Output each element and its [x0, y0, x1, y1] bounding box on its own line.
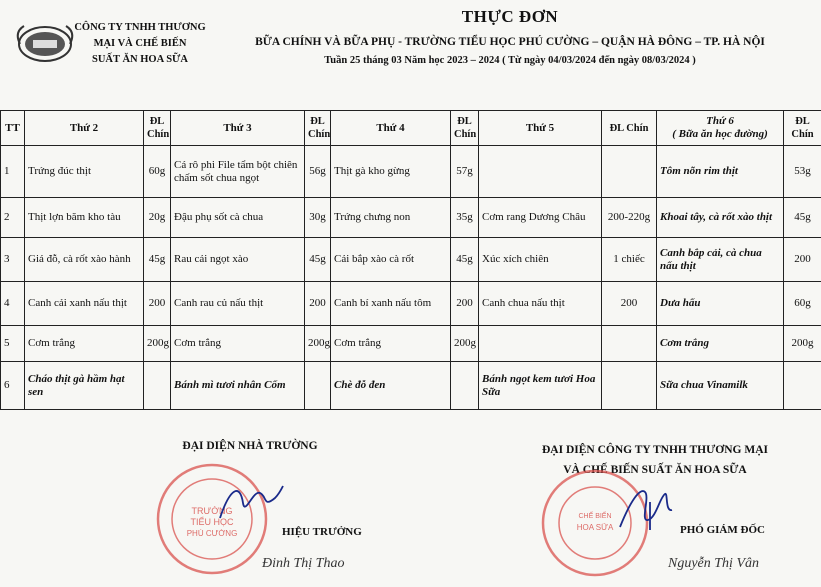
title-block: [215, 4, 805, 70]
table-header-row: [1, 111, 821, 146]
amount-cell: 35g: [451, 198, 479, 238]
col-dl-header: ĐL Chín: [602, 111, 657, 146]
company-logo-icon: [14, 22, 76, 66]
dish-cell: Đậu phụ sốt cà chua: [171, 198, 305, 238]
col-dl-header: ĐL Chín: [144, 111, 171, 146]
amount-cell: 200g: [305, 326, 331, 362]
amount-cell: 45g: [305, 238, 331, 282]
amount-cell: [305, 362, 331, 410]
dish-cell: Cơm trắng: [25, 326, 144, 362]
col-day-header: Thứ 5: [479, 111, 602, 146]
row-number: 2: [1, 198, 25, 238]
principal-role: HIỆU TRƯỞNG: [282, 526, 362, 538]
dish-cell: Cháo thịt gà hầm hạt sen: [25, 362, 144, 410]
company-line-1: CÔNG TY TNHH THƯƠNG: [74, 22, 206, 33]
dish-cell: Canh rau củ nấu thịt: [171, 282, 305, 326]
dish-cell: Tôm nõn rim thịt: [657, 146, 784, 198]
dish-cell: Cơm rang Dương Châu: [479, 198, 602, 238]
row-number: 1: [1, 146, 25, 198]
school-signature-title: ĐẠI DIỆN NHÀ TRƯỜNG: [182, 440, 318, 452]
amount-cell: 53g: [784, 146, 821, 198]
company-signature-line-2: VÀ CHẾ BIẾN SUẤT ĂN HOA SỮA: [563, 464, 747, 476]
amount-cell: 20g: [144, 198, 171, 238]
company-line-2: MẠI VÀ CHẾ BIẾN: [93, 38, 187, 49]
dish-cell: Bánh ngọt kem tươi Hoa Sữa: [479, 362, 602, 410]
table-row: [1, 282, 821, 326]
amount-cell: 200g: [144, 326, 171, 362]
col-dl-header: ĐL Chín: [784, 111, 821, 146]
company-name: [70, 20, 210, 68]
amount-cell: 200g: [784, 326, 821, 362]
dish-cell: [479, 326, 602, 362]
col-day-header: Thứ 3: [171, 111, 305, 146]
amount-cell: 57g: [451, 146, 479, 198]
amount-cell: 30g: [305, 198, 331, 238]
principal-name: Đinh Thị Thao: [262, 556, 345, 571]
row-number: 6: [1, 362, 25, 410]
svg-text:TIỂU HỌC: TIỂU HỌC: [190, 517, 234, 527]
vice-director-signature-icon: [610, 482, 680, 532]
dish-cell: Canh cải xanh nấu thịt: [25, 282, 144, 326]
amount-cell: [784, 362, 821, 410]
page-subtitle: BỮA CHÍNH VÀ BỮA PHỤ - TRƯỜNG TIỂU HỌC PHÚ CƯỜNG – QUẬN HÀ ĐÔNG – TP. HÀ NỘI: [255, 36, 765, 48]
day-6-note: ( Bữa ăn học đường): [672, 128, 768, 140]
dish-cell: Canh bắp cải, cà chua nấu thịt: [657, 238, 784, 282]
dish-cell: Chè đỗ đen: [331, 362, 451, 410]
col-day-header: [657, 111, 784, 146]
dish-cell: Sữa chua Vinamilk: [657, 362, 784, 410]
col-day-header: Thứ 2: [25, 111, 144, 146]
principal-signature-icon: [215, 478, 285, 526]
dish-cell: [479, 146, 602, 198]
amount-cell: 200: [144, 282, 171, 326]
amount-cell: 200: [305, 282, 331, 326]
amount-cell: [602, 326, 657, 362]
page-title: THỰC ĐƠN: [461, 7, 559, 26]
dish-cell: Thịt lợn băm kho tàu: [25, 198, 144, 238]
amount-cell: 45g: [144, 238, 171, 282]
row-number: 5: [1, 326, 25, 362]
amount-cell: 45g: [784, 198, 821, 238]
day-6-label: Thứ 6: [706, 115, 734, 127]
svg-text:HOA SỮA: HOA SỮA: [576, 523, 614, 532]
amount-cell: 45g: [451, 238, 479, 282]
svg-text:PHÚ CƯỜNG: PHÚ CƯỜNG: [186, 529, 238, 538]
amount-cell: 60g: [784, 282, 821, 326]
vice-director-name: Nguyễn Thị Vân: [668, 556, 759, 571]
amount-cell: 200-220g: [602, 198, 657, 238]
row-number: 3: [1, 238, 25, 282]
dish-cell: Cơm trắng: [657, 326, 784, 362]
amount-cell: 200: [784, 238, 821, 282]
dish-cell: Cơm trắng: [171, 326, 305, 362]
menu-table: [0, 110, 821, 410]
amount-cell: 200: [451, 282, 479, 326]
table-row: [1, 146, 821, 198]
dish-cell: Rau cải ngọt xào: [171, 238, 305, 282]
dish-cell: Bánh mì tươi nhân Cốm: [171, 362, 305, 410]
dish-cell: Trứng đúc thịt: [25, 146, 144, 198]
row-number: 4: [1, 282, 25, 326]
amount-cell: 200g: [451, 326, 479, 362]
dish-cell: Cải bắp xào cà rốt: [331, 238, 451, 282]
dish-cell: Dưa hấu: [657, 282, 784, 326]
amount-cell: 1 chiếc: [602, 238, 657, 282]
dish-cell: Giá đỗ, cà rốt xào hành: [25, 238, 144, 282]
col-dl-header: ĐL Chín: [305, 111, 331, 146]
col-tt-header: TT: [1, 111, 25, 146]
dish-cell: Khoai tây, cà rốt xào thịt: [657, 198, 784, 238]
dish-cell: Cơm trắng: [331, 326, 451, 362]
table-row: [1, 198, 821, 238]
amount-cell: [451, 362, 479, 410]
amount-cell: 56g: [305, 146, 331, 198]
document-header: [0, 0, 821, 108]
col-day-header: Thứ 4: [331, 111, 451, 146]
dish-cell: Thịt gà kho gừng: [331, 146, 451, 198]
table-row: [1, 362, 821, 410]
table-row: [1, 326, 821, 362]
dish-cell: Canh chua nấu thịt: [479, 282, 602, 326]
col-dl-header: ĐL Chín: [451, 111, 479, 146]
week-info: Tuần 25 tháng 03 Năm học 2023 – 2024 ( Từ ngày 04/03/2024 đến ngày 08/03/2024 ): [324, 55, 696, 66]
svg-text:CHẾ BIẾN: CHẾ BIẾN: [578, 513, 612, 520]
company-line-3: SUẤT ĂN HOA SỮA: [92, 54, 188, 65]
svg-text:TRƯỜNG: TRƯỜNG: [191, 506, 233, 516]
amount-cell: [602, 146, 657, 198]
vice-director-role: PHÓ GIÁM ĐỐC: [680, 524, 765, 536]
company-signature-line-1: ĐẠI DIỆN CÔNG TY TNHH THƯƠNG MẠI: [542, 444, 768, 456]
dish-cell: Trứng chưng non: [331, 198, 451, 238]
table-row: [1, 238, 821, 282]
amount-cell: 60g: [144, 146, 171, 198]
dish-cell: Xúc xích chiên: [479, 238, 602, 282]
amount-cell: 200: [602, 282, 657, 326]
dish-cell: Canh bí xanh nấu tôm: [331, 282, 451, 326]
dish-cell: Cá rô phi File tẩm bột chiên chấm sốt chua ngọt: [171, 146, 305, 198]
amount-cell: [144, 362, 171, 410]
amount-cell: [602, 362, 657, 410]
